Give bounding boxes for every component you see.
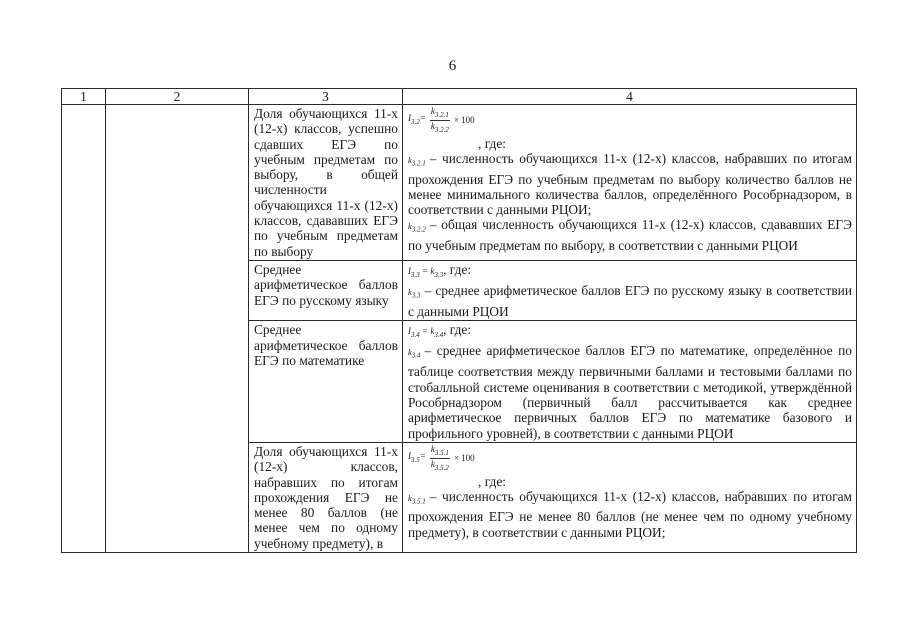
formula-lhs: $I_{3.3} = k_{3.3}$ (408, 265, 444, 279)
formula-where: , где: (443, 322, 472, 338)
formula-multiplier: × 100 (453, 453, 475, 464)
definition-symbol: $k_{3.2.2}$ (408, 221, 426, 235)
column-header: 3 (249, 89, 403, 105)
formula-fraction: $\frac{k_{3.5.1}}{k_{3.5.2}}$ (430, 443, 449, 472)
formula (408, 444, 852, 473)
page-number: 6 (448, 58, 457, 74)
formula (408, 106, 852, 135)
indicator-cell: Доля обучающихся 11-х (12-х) классов, успешно сдавших ЕГЭ по учебным предметам по выбору, в общей численности обучающихся 11-х (12-х) классов, сдававших ЕГЭ по учебным предметам по выбору (249, 105, 403, 261)
formula-cell (403, 442, 857, 552)
formula-lhs: $I_{3.5}=$ (408, 451, 426, 465)
definition: $k_{3.2.1}$ – численность обучающихся 11-х (12-х) классов, набравших по итогам прохождения ЕГЭ по учебным предметам по выбору количество баллов не менее минимального количества баллов, определённого Рособрнадзором, в соответствии с данными РЦОИ; (408, 150, 852, 218)
indicator-cell: Доля обучающихся 11-х (12-х) классов, набравших по итогам прохождения ЕГЭ не менее 80 баллов (не менее чем по одному учебному предмету), в (249, 442, 403, 552)
definition-symbol: $k_{3.5.1}$ (408, 492, 426, 506)
column-header: 1 (62, 89, 106, 105)
indicator-cell: Среднее арифметическое баллов ЕГЭ по математике (249, 321, 403, 443)
indicator-cell: Среднее арифметическое баллов ЕГЭ по русскому языку (249, 260, 403, 320)
indicators-table (61, 88, 857, 553)
formula-where: , где: (443, 261, 472, 277)
formula (408, 322, 852, 343)
formula-fraction: $\frac{k_{3.2.1}}{k_{3.2.2}}$ (430, 106, 449, 134)
column-header: 2 (106, 89, 249, 105)
column-header: 4 (403, 89, 857, 105)
definition-symbol: $k_{3.4}$ (408, 347, 421, 361)
formula-cell (403, 260, 857, 320)
definition: $k_{3.2.2}$ – общая численность обучающихся 11-х (12-х) классов, сдававших ЕГЭ по учебным предметам по выбору, в соответствии с данными РЦОИ (408, 217, 852, 254)
definition-symbol: $k_{3.2.1}$ (408, 154, 426, 168)
table-cell-col1 (62, 105, 106, 553)
formula-lhs: $I_{3.2}=$ (408, 113, 426, 127)
table-cell-col2 (106, 105, 249, 553)
formula (408, 262, 852, 283)
table-row (62, 105, 857, 261)
formula-lhs: $I_{3.4} = k_{3.4}$ (408, 326, 444, 340)
table-header-row (62, 89, 857, 105)
definition-symbol: $k_{3.3}$ (408, 287, 421, 300)
formula-where: , где: (478, 135, 506, 151)
definition: $k_{3.3}$ – среднее арифметическое баллов ЕГЭ по русскому языку в соответствии с данными РЦОИ (408, 283, 852, 320)
formula-multiplier: × 100 (453, 115, 475, 126)
formula-cell (403, 105, 857, 261)
definition: $k_{3.5.1}$ – численность обучающихся 11-х (12-х) классов, набравших по итогам прохождения ЕГЭ не менее 80 баллов (не менее чем по одному учебному предмету), в соответствии с данными РЦОИ; (408, 488, 852, 540)
formula-cell (403, 321, 857, 443)
formula-where: , где: (478, 473, 506, 489)
definition: $k_{3.4}$ – среднее арифметическое баллов ЕГЭ по математике, определённое по таблице соответствия между первичными баллами и тестовыми баллами по стобалльной системе оценивания в соответствии с методикой, утверждённой Рособрнадзором (первичный балл рассчитывается как среднее арифметическое первичных баллов ЕГЭ по математике базового и профильного уровней), в соответствии с данными РЦОИ (408, 343, 852, 441)
